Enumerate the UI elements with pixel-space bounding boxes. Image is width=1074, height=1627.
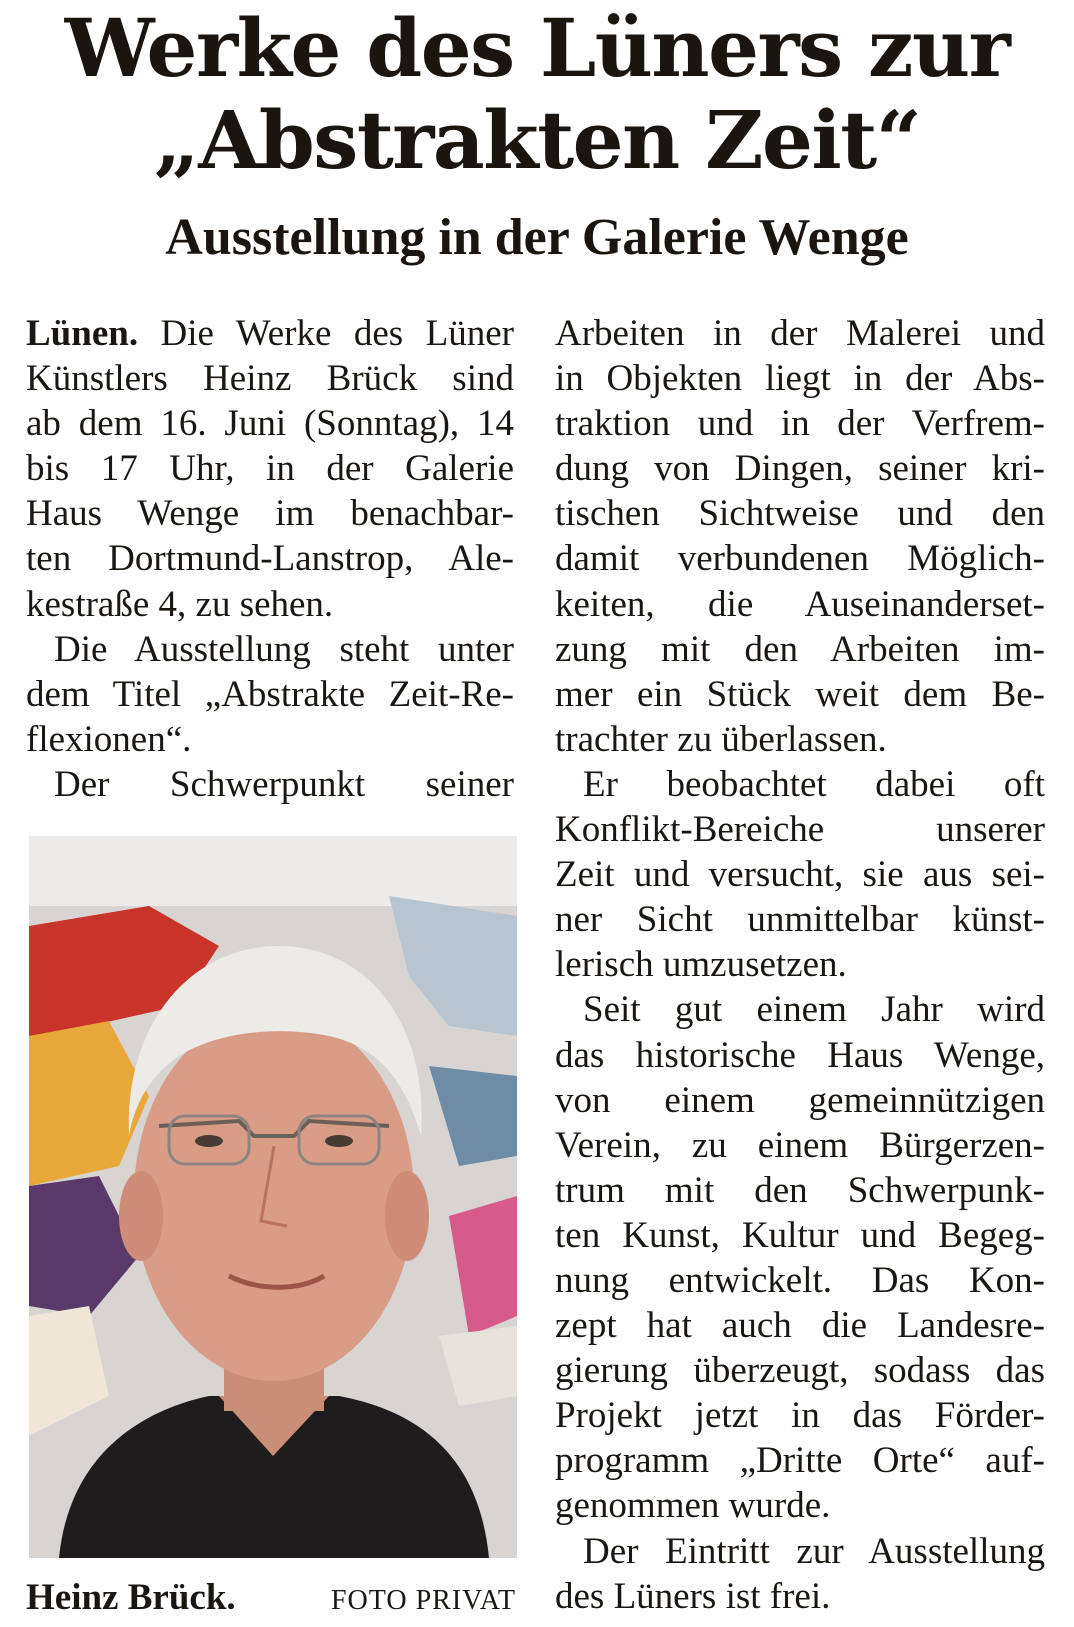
headline-line-2: „Abstrakten Zeit“ [153,93,921,187]
text-line: trachter zu überlassen. [555,718,887,760]
text-line: gierung überzeugt, sodass das [555,1350,1045,1392]
photo-caption [26,1575,516,1621]
article-column-left [26,311,514,807]
text-line: Seit gut einem Jahr wird [583,989,1045,1031]
text-line: Konflikt-Bereiche unserer [555,809,1045,851]
text-line: traktion und in der Verfrem- [555,403,1045,445]
text-line: Zeit und versucht, sie aus sei- [555,854,1045,896]
text-line: flexionen“. [26,718,192,760]
text-line: lerisch umzusetzen. [555,944,847,986]
dateline: Lünen. [26,313,139,354]
photo-credit: FOTO PRIVAT [330,1585,516,1616]
text-line: ten Kunst, Kultur und Begeg- [555,1214,1045,1256]
text-line: zung mit den Arbeiten im- [555,628,1045,670]
text-line: Der Eintritt zur Ausstellung [583,1530,1045,1572]
text-line: ner Sicht unmittelbar künst- [555,899,1045,941]
text-line: trum mit den Schwerpunk- [555,1169,1045,1211]
text-line: Künstlers Heinz Brück sind [26,358,514,400]
text-line: ab dem 16. Juni (Sonntag), 14 [26,403,514,445]
headline [20,2,1054,186]
article-column-right [555,311,1045,1619]
portrait-illustration [29,836,517,1558]
subheadline: Ausstellung in der Galerie Wenge [165,209,909,266]
text-line: von einem gemeinnützigen [555,1079,1045,1121]
text-line: damit verbundenen Möglich- [555,538,1045,580]
text-line: bis 17 Uhr, in der Galerie [26,448,514,490]
text-line: kestraße 4, zu sehen. [26,583,334,625]
text-line: in Objekten liegt in der Abs- [555,358,1045,400]
text-line: Der Schwerpunkt seiner [54,763,514,805]
text-line: Lünen. Die Werke des Lüner [26,313,514,354]
text-line: dem Titel „Abstrakte Zeit-Re- [26,673,514,715]
text-line: keiten, die Auseinanderset- [555,583,1045,625]
text-line: ten Dortmund-Lanstrop, Ale- [26,538,514,580]
text-line: nung entwickelt. Das Kon- [555,1259,1045,1301]
text-line: tischen Sichtweise und den [555,493,1045,535]
text-line: Er beobachtet dabei oft [583,763,1045,805]
text-line: das historische Haus Wenge, [555,1034,1045,1076]
text-line: dung von Dingen, seiner kri- [555,448,1045,490]
caption-name: Heinz Brück. [26,1577,236,1618]
text-line: Projekt jetzt in das Förder- [555,1395,1045,1437]
text-line: programm „Dritte Orte“ auf- [555,1440,1045,1482]
text-line: Arbeiten in der Malerei und [555,313,1045,354]
text-line: Haus Wenge im benachbar- [26,493,514,535]
headline-line-1: Werke des Lüners zur [64,1,1010,95]
text-line: des Lüners ist frei. [555,1575,831,1617]
text-line: Verein, zu einem Bürgerzen- [555,1124,1045,1166]
portrait-photo [29,836,517,1558]
text-line: mer ein Stück weit dem Be- [555,673,1045,715]
text-line: genommen wurde. [555,1485,831,1527]
text-line: Die Ausstellung steht unter [54,628,514,670]
text-line: zept hat auch die Landesre- [555,1305,1045,1347]
